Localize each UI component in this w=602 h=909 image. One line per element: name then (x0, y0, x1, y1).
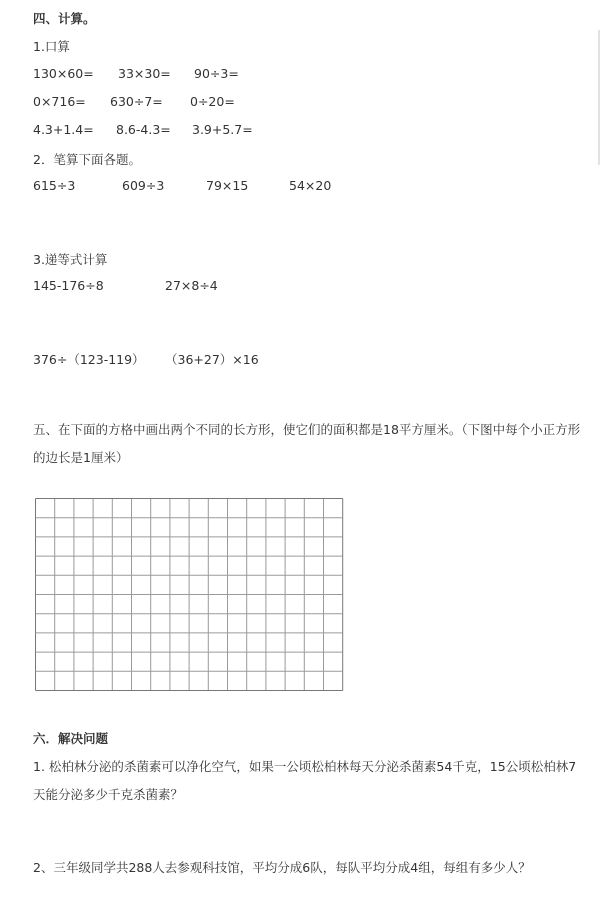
oral-calc-item: 0÷20= (190, 94, 235, 109)
oral-calc-item: 0×716= (33, 94, 86, 109)
stepwise-calc-item: 376÷（123-119） (33, 352, 145, 367)
oral-calc-item: 90÷3= (194, 66, 239, 81)
written-calc-item: 609÷3 (122, 178, 165, 193)
written-calc-item: 79×15 (206, 178, 249, 193)
problem-1: 1. 松柏林分泌的杀菌素可以净化空气，如果一公顷松柏林每天分泌杀菌素54千克，15公顷松柏林7天能分泌多少千克杀菌素？ (33, 759, 577, 802)
problem-2: 2、三年级同学共288人去参观科技馆，平均分成6队，每队平均分成4组，每组有多少人？ (33, 860, 531, 875)
square-grid[interactable] (35, 498, 345, 694)
written-calc-item: 615÷3 (33, 178, 76, 193)
oral-calc-item: 33×30= (118, 66, 171, 81)
oral-calc-item: 4.3+1.4= (33, 122, 94, 137)
oral-calc-item: 130×60= (33, 66, 94, 81)
oral-calc-item: 630÷7= (110, 94, 163, 109)
section4-title: 四、计算。 (33, 11, 96, 26)
stepwise-calc-item: 27×8÷4 (165, 278, 218, 293)
stepwise-calc-item: （36+27）×16 (165, 352, 259, 367)
section5-text: 五、在下面的方格中画出两个不同的长方形，使它们的面积都是18平方厘米。（下图中每个小正方形的边长是1厘米） (33, 422, 581, 465)
oral-calc-item: 8.6-4.3= (116, 122, 171, 137)
oral-calc-item: 3.9+5.7= (192, 122, 253, 137)
stepwise-calc-item: 145-176÷8 (33, 278, 104, 293)
sub3-title: 3.递等式计算 (33, 252, 108, 267)
sub1-title: 1.口算 (33, 39, 70, 54)
scrollbar-hint (598, 30, 600, 165)
sub2-title: 2．笔算下面各题。 (33, 152, 141, 167)
section6-title: 六．解决问题 (33, 731, 109, 746)
written-calc-item: 54×20 (289, 178, 332, 193)
